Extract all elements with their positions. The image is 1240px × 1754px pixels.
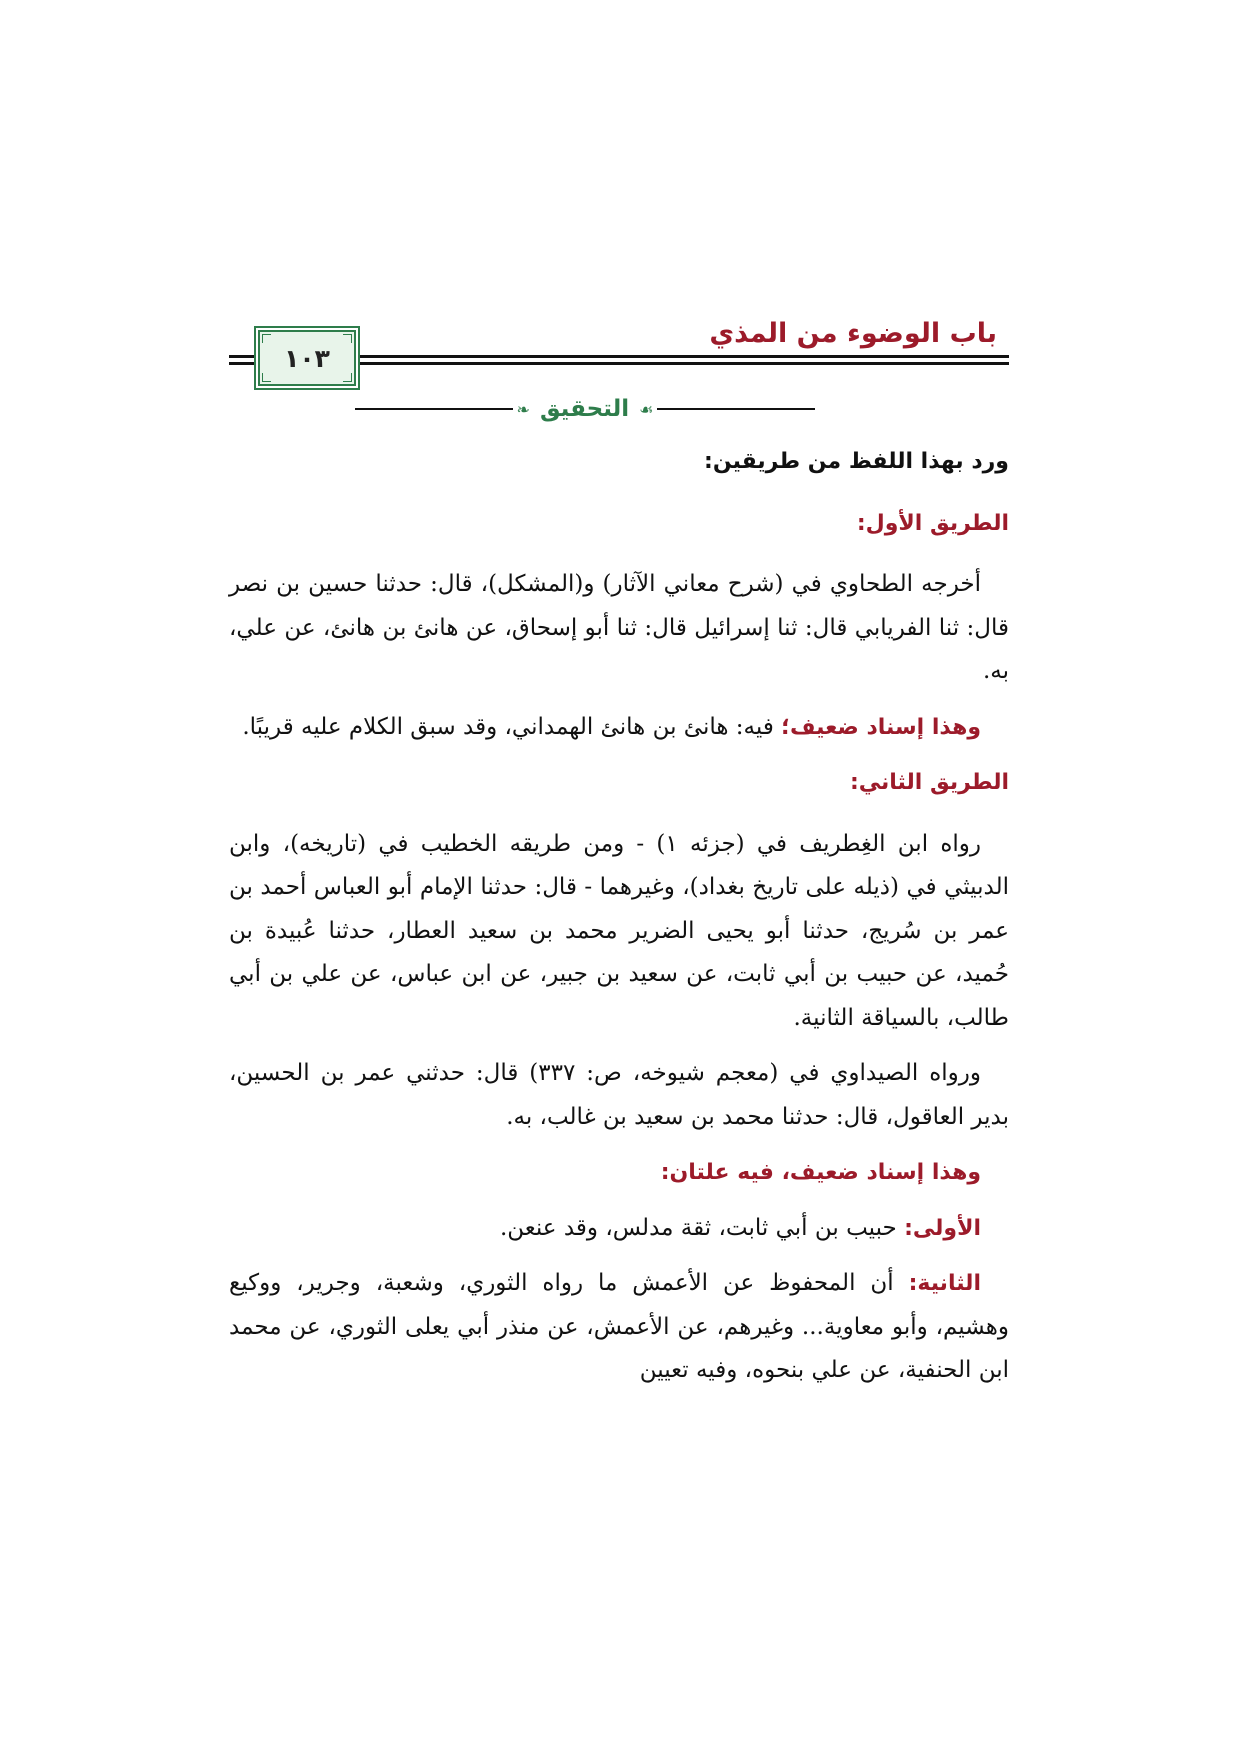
- illa1-label: الأولى:: [904, 1215, 981, 1241]
- way1-heading: [229, 502, 1009, 546]
- way2-heading: [229, 761, 1009, 805]
- ornament-flourish-icon: ❧: [516, 399, 530, 419]
- way2-verdict-paragraph: [229, 1151, 1009, 1195]
- ornament-line-right: [657, 408, 815, 410]
- way2-paragraph: رواه ابن الغِطريف في (جزئه ١) - ومن طريقه الخطيب في (تاريخه)، وابن الدبيثي في (ذيله على تاريخ بغداد)، وغيرهما - قال: حدثنا الإمام أبو العباس أحمد بن عمر بن سُريج، حدثنا أبو يحيى الضرير محمد بن سعيد العطار، حدثنا عُبيدة بن حُميد، عن حبيب بن أبي ثابت، عن سعيد بن جبير، عن ابن عباس، عن علي بن أبي طالب، بالسياقة الثانية.: [229, 830, 1009, 1031]
- body-text: [229, 440, 1009, 1405]
- way1-heading-label: الطريق الأول:: [856, 510, 1009, 536]
- illa1-text: حبيب بن أبي ثابت، ثقة مدلس، وقد عنعن.: [499, 1214, 905, 1241]
- ornament-line-left: [355, 408, 513, 410]
- illa1-paragraph: [229, 1207, 1009, 1251]
- way2-verdict: وهذا إسناد ضعيف، فيه علتان:: [660, 1160, 981, 1185]
- illa2-text: أن المحفوظ عن الأعمش ما رواه الثوري، وشعبة، وجرير، ووكيع وهشيم، وأبو معاوية... وغيرهم، عن الأعمش، عن منذر أبي يعلى الثوري، عن محمد ابن الحنفية، عن علي بنحوه، وفيه تعيين: [229, 1270, 1009, 1383]
- way1-verdict-paragraph: [229, 706, 1009, 750]
- chapter-title: باب الوضوء من المذي: [709, 318, 997, 349]
- way1-verdict-text: فيه: هانئ بن هانئ الهمداني، وقد سبق الكلام عليه قريبًا.: [242, 713, 782, 740]
- lead-line: ورد بهذا اللفظ من طريقين:: [704, 449, 1009, 474]
- ornament-flourish-icon: ☙: [639, 399, 654, 419]
- way1-verdict-label: وهذا إسناد ضعيف؛: [781, 714, 981, 740]
- page-number-badge: [258, 330, 356, 386]
- illa2-paragraph: [229, 1262, 1009, 1393]
- section-heading: [355, 394, 815, 424]
- way2-heading-label: الطريق الثاني:: [849, 770, 1009, 795]
- page-number: ١٠٣: [284, 343, 330, 373]
- way1-paragraph: أخرجه الطحاوي في (شرح معاني الآثار) و(المشكل)، قال: حدثنا حسين بن نصر قال: ثنا الفريابي قال: ثنا إسرائيل قال: ثنا أبو إسحاق، عن هانئ بن هانئ، عن علي، به.: [229, 571, 1009, 684]
- illa2-label: الثانية:: [908, 1271, 981, 1296]
- section-label: التحقيق: [539, 396, 630, 422]
- way2-paragraph-2: ورواه الصيداوي في (معجم شيوخه، ص: ٣٣٧) قال: حدثني عمر بن الحسين، بدير العاقول، قال: حدثنا محمد بن سعيد بن غالب، به.: [229, 1060, 1009, 1130]
